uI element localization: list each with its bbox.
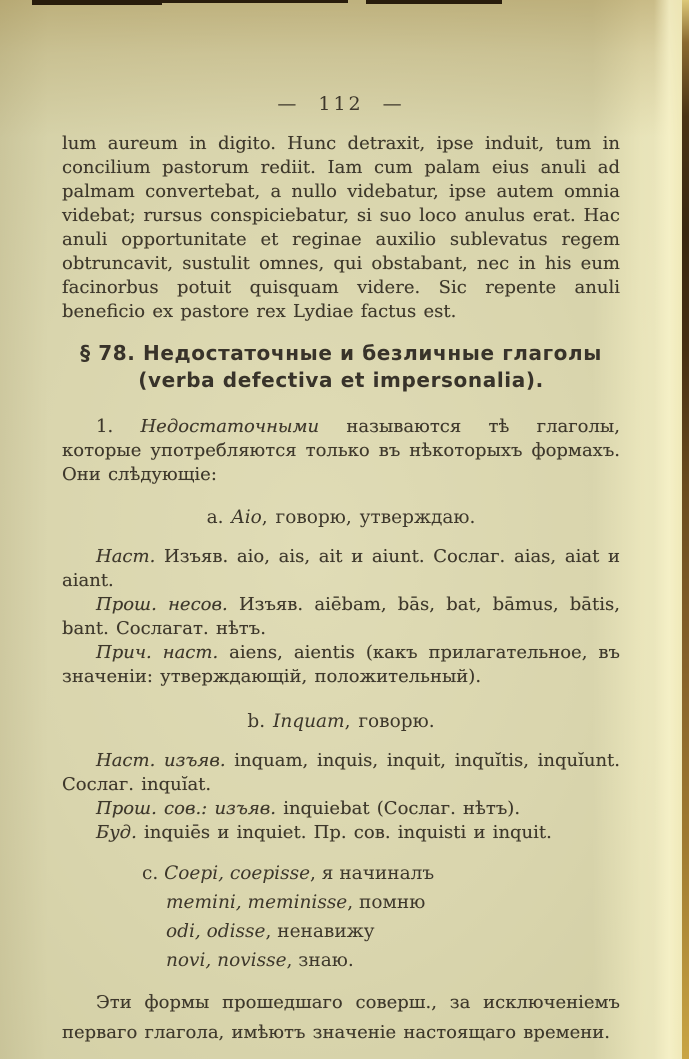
- page-number: — 112 —: [277, 93, 405, 115]
- inquam-past-paragraph: Прош. сов.: изъяв. inquiebat (Сослаг. нѣтъ).: [96, 798, 521, 819]
- subsection-b-heading: b. Inquam, говорю.: [247, 711, 435, 732]
- inquam-present-paragraph: Наст. изъяв. inquam, inquis, inquit, inquĭtis, inquĭunt. Сослаг. inquĭat.: [62, 750, 620, 795]
- paragraph-defective-verbs: 1. Недостаточными называются тѣ глаголы, которые употребляются только въ нѣкоторыхъ формахъ. Они слѣдующіе:: [62, 416, 620, 485]
- section-heading-line2: (verba defectiva et impersonalia).: [138, 368, 544, 392]
- coepi-line-4: novi, novisse, знаю.: [166, 950, 354, 971]
- closing-paragraph: Эти формы прошедшаго соверш., за исключеніемъ перваго глагола, имѣютъ значеніе настоящаго времени.: [62, 992, 620, 1043]
- coepi-line-2: memini, meminisse, помню: [166, 892, 426, 913]
- section-heading: [62, 340, 620, 394]
- coepi-line-3: odi, odisse, ненавижу: [166, 921, 375, 942]
- page-edge-highlight: [654, 0, 682, 1059]
- coepi-line-1: c. Coepi, coepisse, я начиналъ: [142, 863, 435, 884]
- aio-imperfect-paragraph: Прош. несов. Изъяв. aiēbam, bās, bat, bāmus, bātis, bant. Сослагат. нѣтъ.: [62, 594, 620, 639]
- page-edge-dark-strip: [682, 0, 689, 1059]
- page-content: [62, 0, 620, 1048]
- inquam-future-paragraph: Буд. inquiēs и inquiet. Пр. сов. inquisti и inquit.: [96, 822, 552, 843]
- coepi-list: [62, 859, 620, 975]
- latin-paragraph: lum aureum in digito. Hunc detraxit, ipse induit, tum in concilium pastorum rediit. Iam cum palam eius anuli ad palmam convertebat, a nullo videbatur, ipse autem omnia videbat; rursus conspiciebatur, si suo loco anulus erat. Hac anuli opportunitate et reginae auxilio sublevatus regem obtruncavit, sustulit omnes, qui obstabant, nec in his eum facinorbus potuit quisquam videre. Sic repente anuli beneficio ex pastore rex Lydiae factus est.: [62, 133, 620, 322]
- section-heading-line1: § 78. Недостаточные и безличные глаголы: [80, 341, 602, 365]
- subsection-a-heading: a. Aio, говорю, утверждаю.: [206, 507, 476, 528]
- aio-present-paragraph: Наст. Изъяв. aio, ais, ait и aiunt. Сослаг. aias, aiat и aiant.: [62, 546, 620, 591]
- aio-participle-paragraph: Прич. наст. aiens, aientis (какъ прилагательное, въ значеніи: утверждающій, положительный).: [62, 642, 620, 687]
